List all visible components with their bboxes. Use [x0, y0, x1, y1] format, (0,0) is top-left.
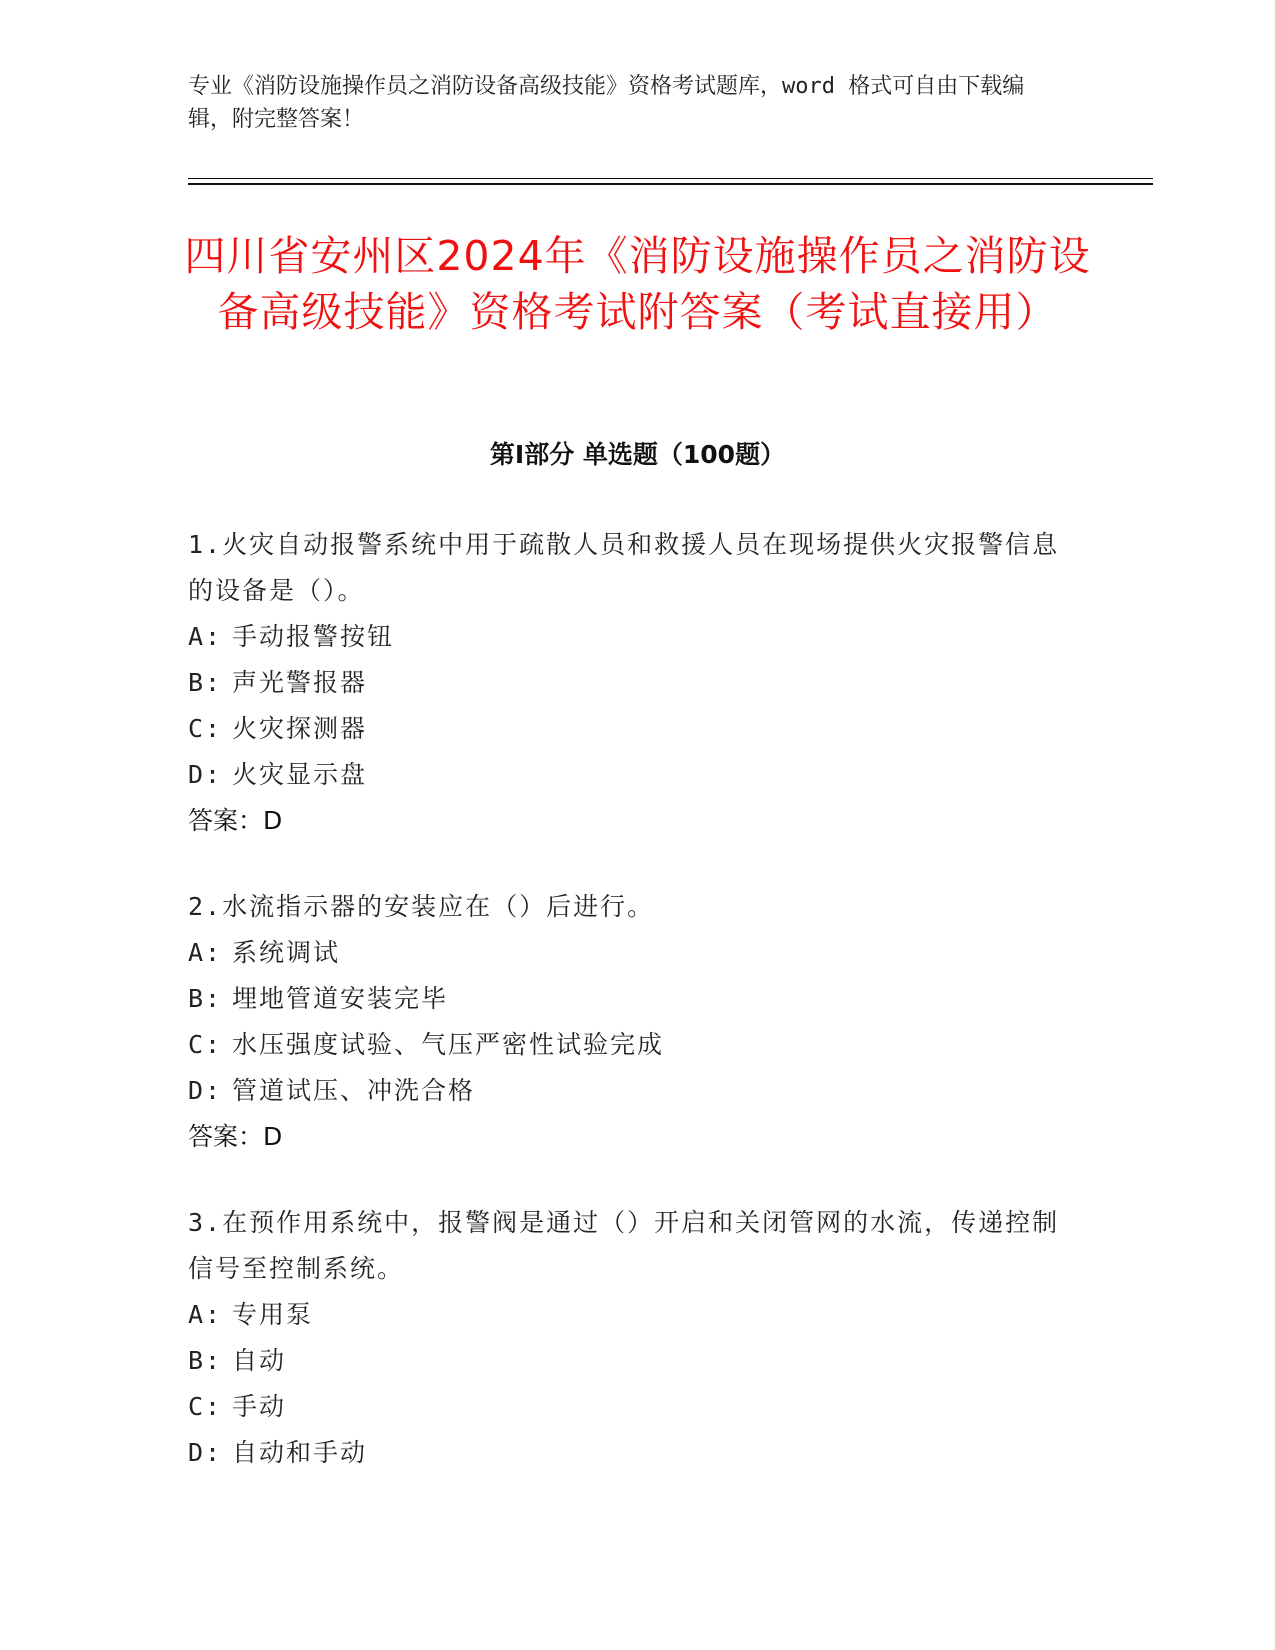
option-key: D: [188, 760, 223, 789]
option-text: 火灾探测器 [232, 714, 368, 743]
question-stem: 2.水流指示器的安装应在（）后进行。 [188, 892, 655, 921]
option-b [188, 976, 1068, 1022]
option-key: C: [188, 1030, 223, 1059]
question-1 [188, 522, 1068, 844]
answer: 答案：D [188, 1122, 283, 1151]
header-divider-thick [188, 183, 1153, 185]
option-text: 专用泵 [232, 1300, 314, 1329]
option-key: C: [188, 1392, 223, 1421]
option-text: 系统调试 [232, 938, 341, 967]
question-3 [188, 1200, 1068, 1476]
option-key: D: [188, 1438, 223, 1467]
option-key: A: [188, 622, 223, 651]
document-title: 四川省安州区2024年《消防设施操作员之消防设备高级技能》资格考试附答案（考试直接用） [184, 232, 1091, 336]
option-a [188, 930, 1068, 976]
option-c [188, 1022, 1068, 1068]
option-text: 手动报警按钮 [232, 622, 395, 651]
option-b [188, 1338, 1068, 1384]
option-key: B: [188, 984, 223, 1013]
option-d [188, 752, 1068, 798]
option-a [188, 614, 1068, 660]
question-2 [188, 884, 1068, 1160]
option-a [188, 1292, 1068, 1338]
option-d [188, 1430, 1068, 1476]
option-b [188, 660, 1068, 706]
option-key: B: [188, 668, 223, 697]
option-key: A: [188, 1300, 223, 1329]
header-note: 专业《消防设施操作员之消防设备高级技能》资格考试题库，word 格式可自由下载编辑，附完整答案！ [188, 74, 1025, 132]
question-stem: 3.在预作用系统中，报警阀是通过（）开启和关闭管网的水流，传递控制信号至控制系统。 [188, 1208, 1060, 1283]
section-heading: 第Ⅰ部分 单选题（100题） [489, 440, 786, 469]
option-text: 埋地管道安装完毕 [232, 984, 449, 1013]
answer: 答案：D [188, 806, 283, 835]
option-text: 自动 [232, 1346, 287, 1375]
option-text: 火灾显示盘 [232, 760, 368, 789]
question-stem: 1.火灾自动报警系统中用于疏散人员和救援人员在现场提供火灾报警信息的设备是（）。 [188, 530, 1060, 605]
option-c [188, 1384, 1068, 1430]
option-text: 声光警报器 [232, 668, 368, 697]
option-c [188, 706, 1068, 752]
option-key: A: [188, 938, 223, 967]
option-key: D: [188, 1076, 223, 1105]
option-key: B: [188, 1346, 223, 1375]
header-divider-thin [188, 178, 1153, 179]
option-text: 管道试压、冲洗合格 [232, 1076, 476, 1105]
option-d [188, 1068, 1068, 1114]
option-text: 手动 [232, 1392, 287, 1421]
option-text: 水压强度试验、气压严密性试验完成 [232, 1030, 665, 1059]
option-key: C: [188, 714, 223, 743]
option-text: 自动和手动 [232, 1438, 368, 1467]
